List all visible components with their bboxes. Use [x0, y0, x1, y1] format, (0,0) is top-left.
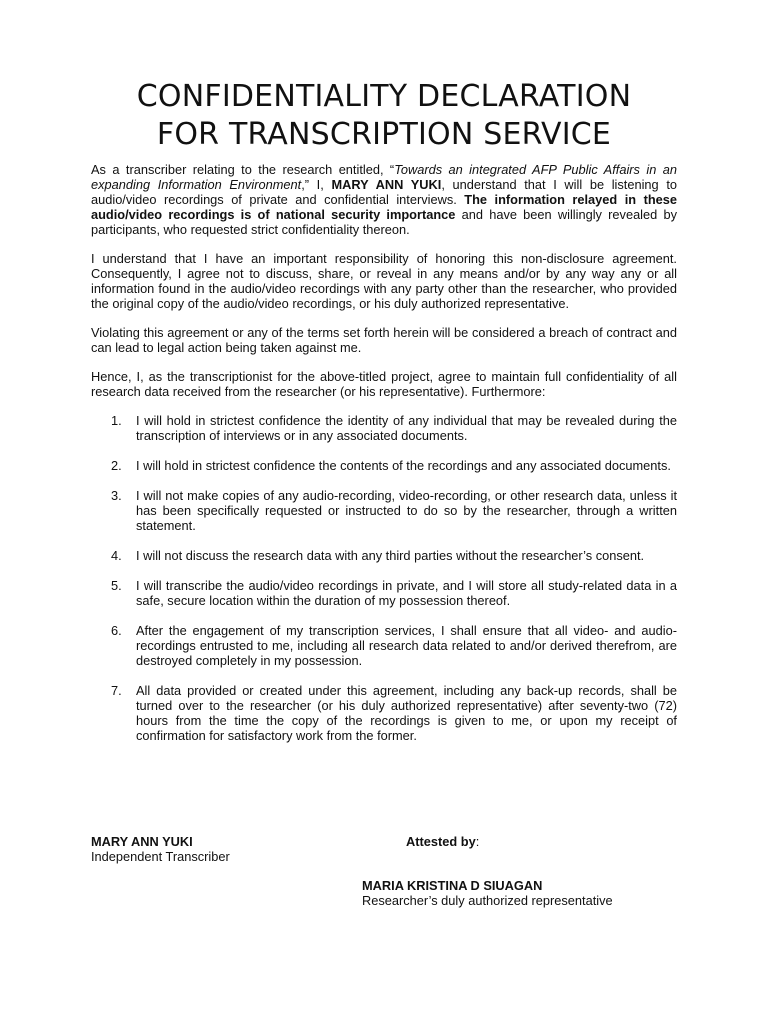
list-number: 1.: [111, 413, 122, 428]
obligations-list: [91, 413, 677, 743]
list-number: 6.: [111, 623, 122, 638]
breach-paragraph: Violating this agreement or any of the terms set forth herein will be considered a breach of contract and can lead to legal action being taken against me.: [91, 325, 677, 355]
list-item: [91, 458, 677, 473]
intro-text-2: ,” I,: [301, 177, 332, 192]
confidentiality-paragraph: Hence, I, as the transcriptionist for the above-titled project, agree to maintain full confidentiality of all research data received from the researcher (or his representative). Furthermore:: [91, 369, 677, 399]
list-item: [91, 683, 677, 743]
transcriber-signature-block: [91, 834, 230, 864]
national-security-statement: The information relayed in these audio/video recordings is of national security importance: [91, 192, 677, 222]
attested-by-label: [406, 834, 479, 849]
list-item: [91, 623, 677, 668]
representative-role: Researcher’s duly authorized representative: [362, 893, 613, 908]
representative-name: MARIA KRISTINA D SIUAGAN: [362, 878, 543, 893]
list-number: 3.: [111, 488, 122, 503]
list-text: After the engagement of my transcription services, I shall ensure that all video- and audio-recordings entrusted to me, including all research data related to and/or derived therefrom, are destroyed completely in my possession.: [136, 623, 677, 668]
intro-text-4: and have been willingly revealed by participants, who requested strict confidentiality thereon.: [91, 207, 677, 237]
list-number: 4.: [111, 548, 122, 563]
list-text: I will hold in strictest confidence the identity of any individual that may be revealed during the transcription of interviews or in any associated documents.: [136, 413, 677, 443]
list-text: I will not discuss the research data with any third parties without the researcher’s consent.: [136, 548, 645, 563]
list-text: I will hold in strictest confidence the contents of the recordings and any associated documents.: [136, 458, 671, 473]
transcriber-name-inline: MARY ANN YUKI: [331, 177, 442, 192]
attested-colon: :: [475, 834, 480, 849]
document-body: [91, 162, 677, 758]
list-number: 7.: [111, 683, 122, 698]
transcriber-name: MARY ANN YUKI: [91, 834, 193, 849]
intro-text-3: , understand that I will be listening to audio/video recordings of private and confidential interviews.: [91, 177, 677, 207]
responsibility-paragraph: I understand that I have an important responsibility of honoring this non-disclosure agreement. Consequently, I agree not to discuss, share, or reveal in any means and/or by any way any or all information found in the audio/video recordings with any party other than the researcher, who provided the original copy of the audio/video recordings, or his duly authorized representative.: [91, 251, 677, 311]
list-item: [91, 578, 677, 608]
list-text: I will transcribe the audio/video recordings in private, and I will store all study-related data in a safe, secure location within the duration of my possession thereof.: [136, 578, 677, 608]
intro-paragraph: [91, 162, 677, 237]
list-text: All data provided or created under this agreement, including any back-up records, shall be turned over to the researcher (or his duly authorized representative) after seventy-two (72) hours from the time the copy of the recordings is given to me, or upon my receipt of confirmation for satisfactory work from the former.: [136, 683, 677, 743]
title-line-1: CONFIDENTIALITY DECLARATION: [136, 79, 632, 114]
list-text: I will not make copies of any audio-recording, video-recording, or other research data, unless it has been specifically requested or instructed to do so by the researcher, through a written statement.: [136, 488, 677, 533]
representative-signature-block: [362, 878, 613, 908]
research-title: Towards an integrated AFP Public Affairs in an expanding Information Environment: [91, 162, 677, 192]
attested-label-text: Attested by: [406, 834, 476, 849]
list-number: 2.: [111, 458, 122, 473]
transcriber-role: Independent Transcriber: [91, 849, 230, 864]
list-item: [91, 548, 677, 563]
list-number: 5.: [111, 578, 122, 593]
list-item: [91, 413, 677, 443]
document-title: [40, 78, 728, 154]
title-line-2: FOR TRANSCRIPTION SERVICE: [156, 117, 612, 152]
list-item: [91, 488, 677, 533]
intro-text-1: As a transcriber relating to the research entitled, “: [91, 162, 395, 177]
